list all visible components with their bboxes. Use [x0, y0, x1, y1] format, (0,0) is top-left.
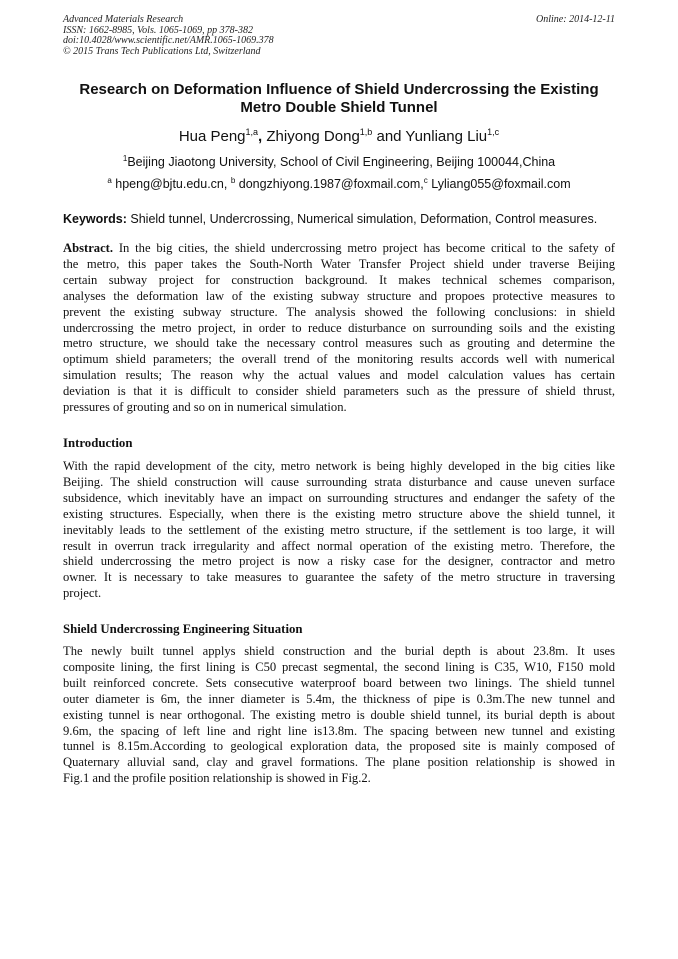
keywords-label: Keywords: — [63, 212, 127, 226]
situation-line: Fig.1 and the profile position relationship is showed in Fig.2. — [63, 771, 371, 786]
author-separator-2: and — [372, 128, 406, 145]
introduction-line: inevitably leads to the settlement of the existing metro structure, if the settlement is too large, it will — [63, 522, 615, 537]
title-line-2: Metro Double Shield Tunnel — [240, 99, 438, 116]
copyright-line: © 2015 Trans Tech Publications Ltd, Switzerland — [63, 45, 261, 57]
introduction-line: existing structures. Especially, when there is the existing metro structure above the shield tunnel, it — [63, 506, 615, 521]
doi-line: doi:10.4028/www.scientific.net/AMR.1065-1069.378 — [63, 35, 274, 47]
affiliation — [63, 155, 615, 169]
abstract-line: undercrossing the metro project, in order to reduce disturbance on surrounding soils and the existing — [63, 320, 615, 335]
introduction-line: shield undercrossing the metro project is now a risky case for the designer, contractor and metro — [63, 554, 615, 569]
keywords-text: Shield tunnel, Undercrossing, Numerical simulation, Deformation, Control measures. — [126, 212, 598, 226]
email-a-sup: a — [107, 176, 112, 185]
situation-heading: Shield Undercrossing Engineering Situation — [63, 622, 303, 636]
abstract-line-text: In the big cities, the shield undercrossing metro project has become critical to the safety of — [113, 241, 615, 255]
author-separator-1: , — [258, 128, 267, 145]
situation-line: composite lining, the first lining is C50 precast segmental, the second lining is C35, W10, F150 mold — [63, 659, 615, 674]
journal-header — [63, 15, 615, 57]
email-list — [63, 177, 615, 191]
situation-line: Quaternary alluvial sand, clay and gravel formations. The plane position relationship is showed in — [63, 755, 615, 770]
introduction-heading: Introduction — [63, 436, 133, 450]
introduction-line: subsidence, which inevitably have an impact on surrounding structures and endanger the safety of the — [63, 490, 615, 505]
issn-line: ISSN: 1662-8985, Vols. 1065-1069, pp 378-382 — [63, 24, 253, 36]
abstract-line — [63, 241, 615, 257]
title-line-1: Research on Deformation Influence of Shield Undercrossing the Existing — [79, 81, 599, 98]
abstract-line: metro structure, we should take the necessary control measures such as grouting and determine the — [63, 336, 615, 351]
affiliation-text: Beijing Jiaotong University, School of Civil Engineering, Beijing 100044,China — [127, 155, 556, 169]
affiliation-sup: 1 — [122, 154, 128, 163]
email-a: hpeng@bjtu.edu.cn, — [111, 177, 231, 191]
author-list — [63, 128, 615, 146]
author-3-name: Yunliang Liu — [405, 128, 488, 145]
abstract-line: analyses the deformation law of the existing subway structure and propoes protective measures to — [63, 288, 615, 303]
introduction-paragraph — [63, 459, 615, 602]
situation-line: tunnel is 8.15m.According to geological exploration data, the proposed site is mainly composed of — [63, 739, 615, 754]
abstract-line: optimum shield parameters; the overall trend of the monitoring results accords well with numerical — [63, 352, 615, 367]
situation-paragraph — [63, 644, 615, 787]
author-1-sup: 1,a — [245, 127, 259, 137]
abstract-line: the metro, this paper takes the South-North Water Transfer Project shield under traverse Beijing — [63, 256, 615, 271]
abstract-line: simulation results; The reason why the actual values and model calculation values has certain — [63, 368, 615, 383]
introduction-line: result in overrun track irregularity and affect normal operation of the existing metro. Therefore, the — [63, 538, 615, 553]
abstract-line: certain subway project for construction background. It makes technical schemes comparison, — [63, 272, 615, 287]
author-2-sup: 1,b — [359, 127, 373, 137]
author-3-sup: 1,c — [487, 127, 500, 137]
abstract-line: prevent the existing subway structure. The analysis showed the following conclusions: in shield — [63, 304, 615, 319]
abstract-label: Abstract. — [63, 241, 114, 255]
keywords — [63, 212, 615, 227]
abstract-line: deviation is that it is difficult to consider shield parameters such as the pressure of shield thrust, — [63, 384, 615, 399]
paper-title — [63, 81, 615, 117]
journal-name: Advanced Materials Research — [63, 14, 184, 25]
situation-line: The newly built tunnel applys shield construction and the burial depth is about 23.8m. It uses — [63, 644, 615, 658]
situation-line: outer diameter is 6m, the inner diameter is 5.4m, the thickness of pipe is 0.3m.The new tunnel and — [63, 691, 615, 706]
situation-line: built reinforced concrete. Sets consecutive waterproof board between two linings. The shield tunnel — [63, 675, 615, 690]
email-c: Lyliang055@foxmail.com — [427, 177, 571, 191]
introduction-line: With the rapid development of the city, metro network is being highly developed in the big cities like — [63, 459, 615, 473]
situation-line: 9.6m, the spacing of left line and right line is13.8m. The spacing between new tunnel and existing — [63, 723, 615, 738]
author-1-name: Hua Peng — [178, 128, 246, 145]
situation-line: existing tunnel is near orthogonal. The existing metro is double shield tunnel, its burial depth is about — [63, 707, 615, 722]
introduction-line: owner. It is necessary to take measures to guarantee the safety of the metro structure in traversing — [63, 570, 615, 585]
email-c-sup: c — [423, 176, 428, 185]
abstract-line: pressures of grouting and so on in numerical simulation. — [63, 400, 347, 415]
email-b: dongzhiyong.1987@foxmail.com, — [235, 177, 424, 191]
email-b-sup: b — [230, 176, 236, 185]
abstract-paragraph — [63, 241, 615, 416]
introduction-line: project. — [63, 586, 102, 601]
author-2-name: Zhiyong Dong — [266, 128, 360, 145]
online-date: Online: 2014-12-11 — [536, 14, 615, 25]
introduction-line: Beijing. The shield construction will cause surrounding strata disturbance and cause uneven surface — [63, 474, 615, 489]
